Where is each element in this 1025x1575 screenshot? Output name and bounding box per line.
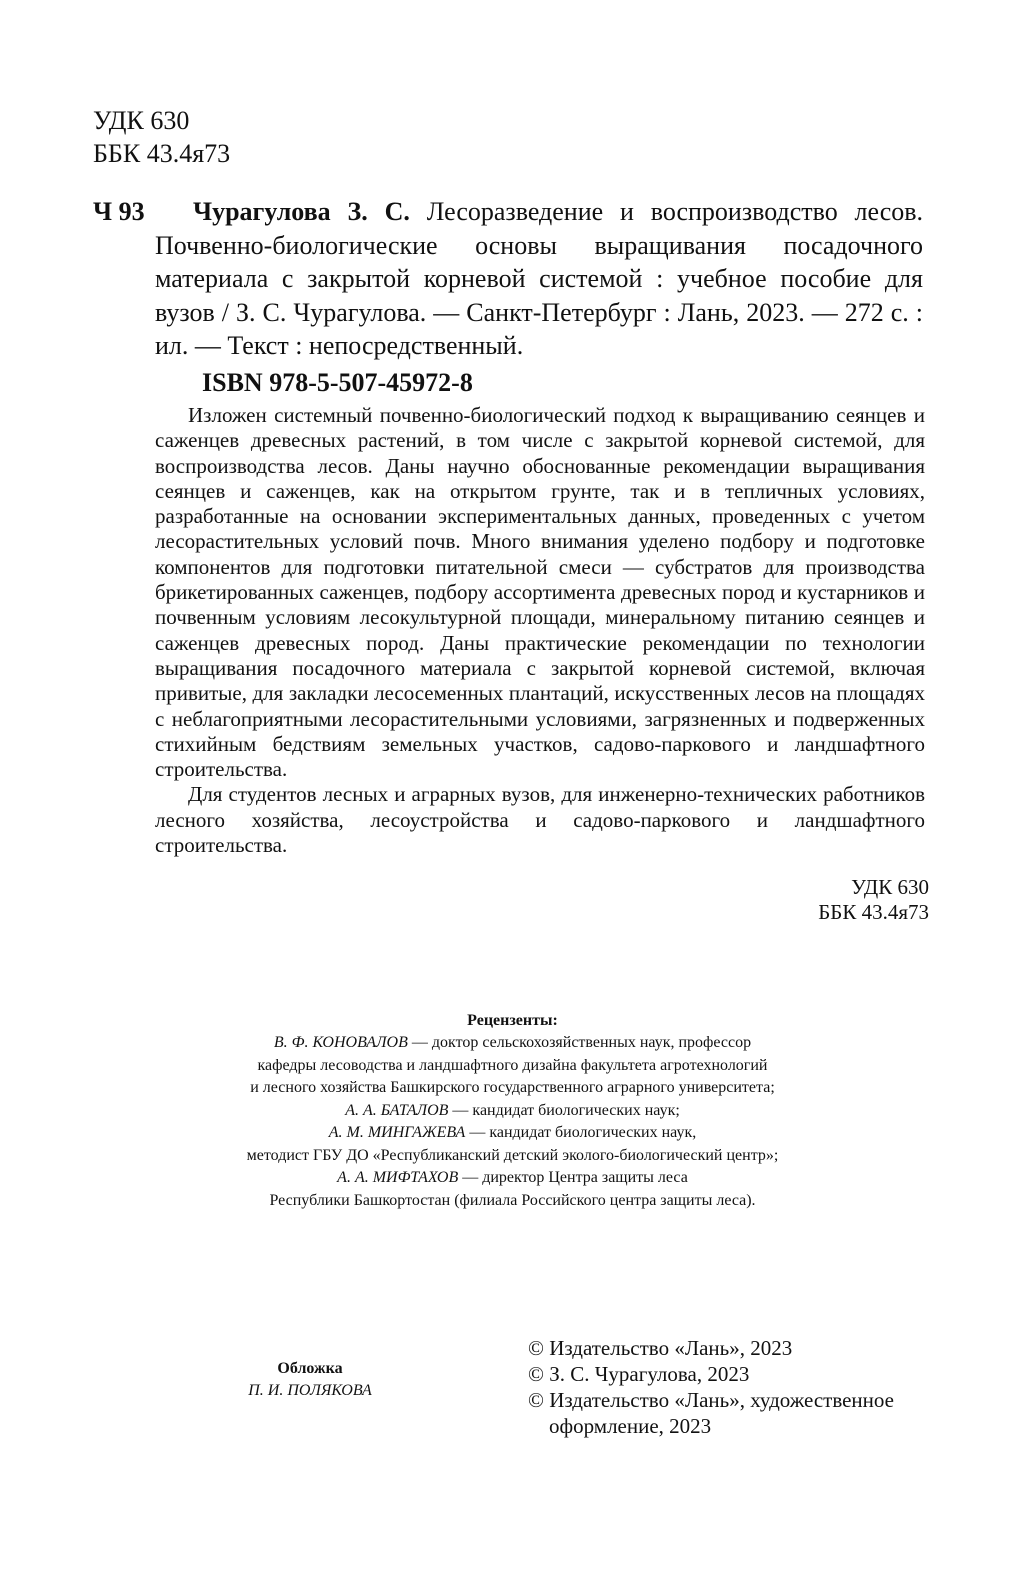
reviewer-name: А. М. МИНГАЖЕВА [328, 1124, 466, 1141]
reviewer-name: А. А. МИФТАХОВ [337, 1169, 459, 1186]
isbn: ISBN 978-5-507-45972-8 [202, 368, 473, 397]
cover-heading: Обложка [277, 1360, 343, 1377]
copyright-line: © Издательство «Лань», художественное оформление, 2023 [528, 1388, 894, 1438]
audience-paragraph: Для студентов лесных и аграрных вузов, для инженерно-технических работников лесного хозяйства, лесоустройства и садово-паркового и ландшафтного строительства. [155, 782, 925, 858]
reviewer-name: В. Ф. КОНОВАЛОВ [273, 1034, 408, 1051]
bibliographic-description [155, 195, 923, 363]
bibliographic-text: Лесоразведение и воспроизводство лесов. Почвенно-биологические основы выращивания посадочного материала с закрытой корневой системой : учебное пособие для вузов / З. С. Чурагулова. — Санкт-Петербург : Лань, 2023. — 272 с. : ил. — Текст : непосредственный. [155, 197, 924, 360]
reviewer-name: А. А. БАТАЛОВ [345, 1101, 449, 1119]
reviewer-3 [0, 1122, 1025, 1145]
copyright-line: © З. С. Чурагулова, 2023 [528, 1362, 750, 1386]
annotation-paragraph: Изложен системный почвенно-биологический подход к выращиванию сеянцев и саженцев древесных растений, в том числе с закрытой корневой системой, для воспроизводства лесов. Даны научно обоснованные рекомендации выращивания сеянцев и саженцев, как на открытом грунте, так и в тепличных условиях, разработанные на основании экспериментальных данных, проведенных с учетом лесорастительных условий почв. Много внимания уделено подбору и подготовке компонентов для подготовки питательной смеси — субстратов для производства брикетированных саженцев, подбору ассортимента древесных пород и кустарников и почвенным условиям лесокультурной площади, минеральному питанию сеянцев и саженцев древесных пород. Даны практические рекомендации по технологии выращивания посадочного материала с закрытой корневой системой, включая привитые, для закладки лесосеменных плантаций, искусственных лесов на площадях с неблагоприятными лесорастительными условиями, загрязненных и подверженных стихийным бедствиям земельных участков, садово-паркового и ландшафтного строительства. [155, 403, 925, 782]
reviewer-1-affiliation: кафедры лесоводства и ландшафтного дизайна факультета агротехнологий [257, 1056, 768, 1074]
reviewer-4-affiliation: Республики Башкортостан (филиала Российского центра защиты леса). [269, 1191, 756, 1209]
reviewer-title: — кандидат биологических наук, [465, 1124, 697, 1141]
reviewer-4 [0, 1167, 1025, 1190]
author-name: Чурагулова З. С. [193, 197, 410, 226]
reviewer-title: — кандидат биологических наук; [448, 1101, 680, 1119]
copyright-line: © Издательство «Лань», 2023 [528, 1336, 793, 1360]
reviewer-title: — директор Центра защиты леса [458, 1169, 688, 1186]
cover-credit [200, 1358, 420, 1402]
cover-designer: П. И. ПОЛЯКОВА [248, 1382, 372, 1399]
classification-footer [818, 875, 929, 925]
bbk-code-bottom: ББК 43.4я73 [818, 900, 929, 924]
author-mark: Ч 93 [93, 197, 145, 226]
reviewer-2 [0, 1100, 1025, 1123]
udk-code-bottom: УДК 630 [851, 875, 929, 899]
copyright-block [528, 1335, 948, 1439]
reviewers-heading: Рецензенты: [467, 1012, 558, 1029]
reviewer-3-affiliation: методист ГБУ ДО «Республиканский детский эколого-биологический центр»; [246, 1146, 779, 1164]
classification-header [93, 104, 230, 170]
reviewers-block [0, 1010, 1025, 1212]
reviewer-1-affiliation-cont: и лесного хозяйства Башкирского государственного аграрного университета; [250, 1079, 775, 1096]
reviewer-1 [0, 1032, 1025, 1055]
annotation [155, 403, 925, 858]
reviewer-title: — доктор сельскохозяйственных наук, профессор [407, 1034, 752, 1051]
udk-code: УДК 630 [93, 106, 190, 135]
bbk-code: ББК 43.4я73 [93, 139, 231, 168]
